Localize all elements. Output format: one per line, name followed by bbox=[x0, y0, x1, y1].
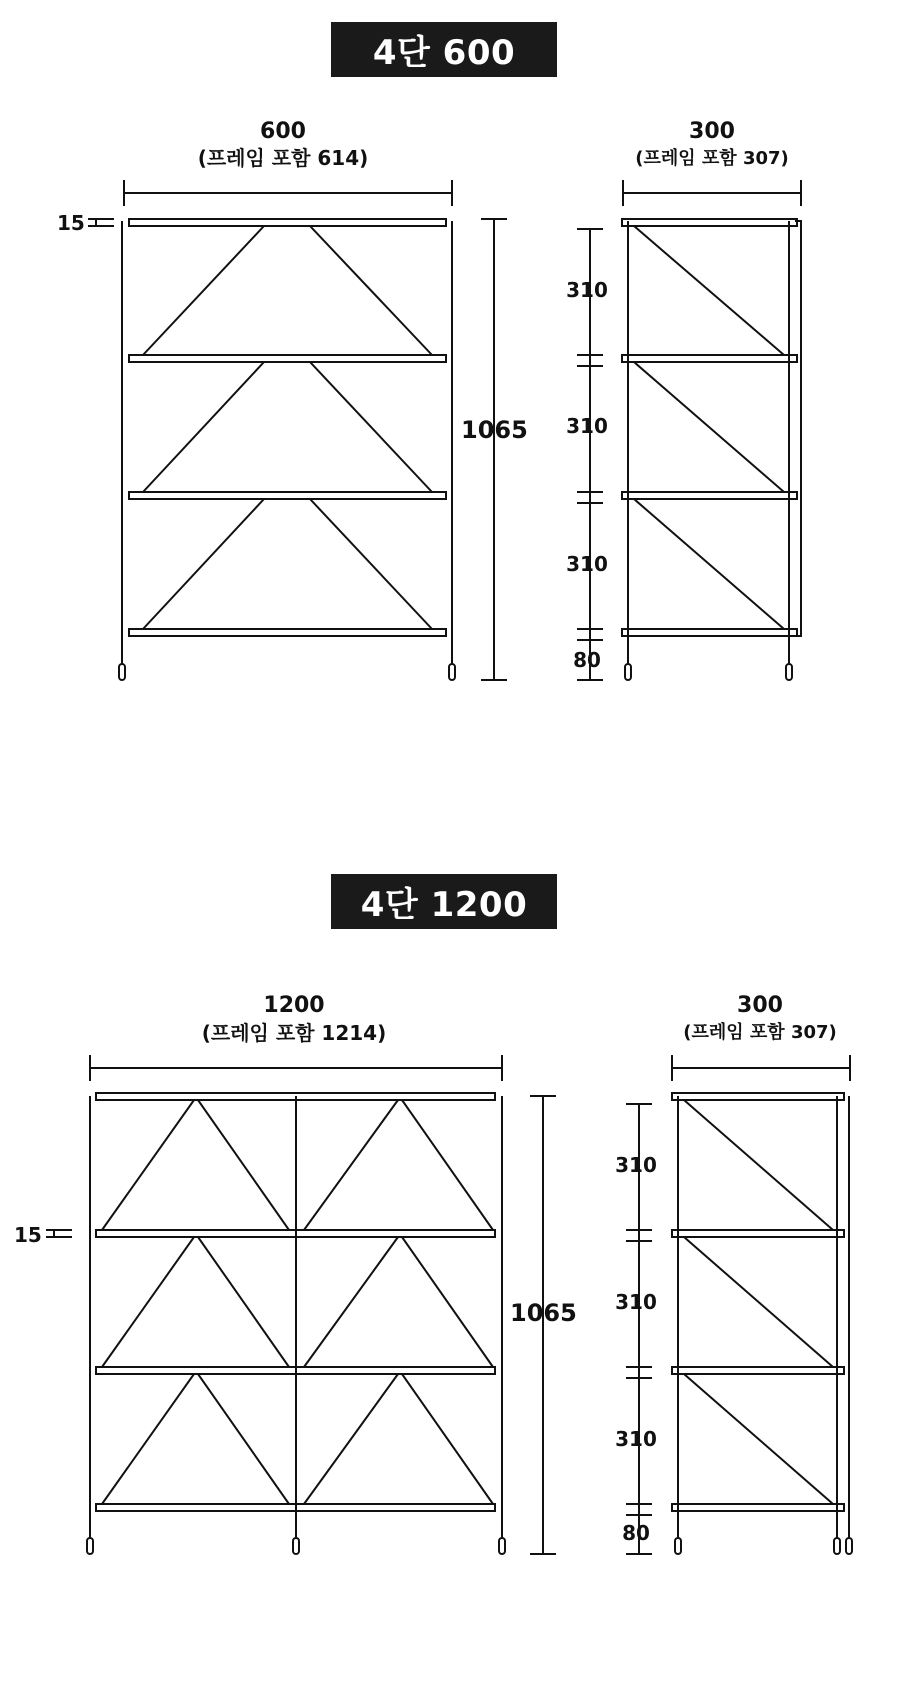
shelf-gap-label: 310 bbox=[566, 552, 608, 576]
side-view-1200 bbox=[626, 1055, 852, 1554]
front-view-600 bbox=[88, 180, 507, 680]
bottom-gap-label: 80 bbox=[622, 1521, 650, 1545]
shelf-gap-label: 310 bbox=[566, 278, 608, 302]
shelf-gap-label: 310 bbox=[566, 414, 608, 438]
shelf-gap-label: 310 bbox=[615, 1290, 657, 1314]
side-frame-depth-label: (프레임 포함 307) bbox=[635, 148, 789, 169]
total-height-label: 1065 bbox=[510, 1299, 577, 1327]
shelf-gap-label: 310 bbox=[615, 1427, 657, 1451]
total-height-label: 1065 bbox=[461, 416, 528, 444]
section-title-4tier-1200: 4단 1200 bbox=[331, 874, 557, 929]
bottom-gap-label: 80 bbox=[573, 648, 601, 672]
side-view-600 bbox=[577, 180, 801, 680]
front-width-label: 600 bbox=[260, 119, 306, 144]
top-gap-label: 15 bbox=[57, 211, 85, 235]
side-frame-depth-label: (프레임 포함 307) bbox=[683, 1022, 837, 1043]
front-frame-width-label: (프레임 포함 1214) bbox=[201, 1021, 387, 1045]
shelf-gap-label: 310 bbox=[615, 1153, 657, 1177]
front-width-label: 1200 bbox=[263, 993, 325, 1018]
top-gap-label: 15 bbox=[14, 1223, 42, 1247]
side-depth-label: 300 bbox=[689, 119, 735, 144]
front-view-1200 bbox=[46, 1055, 556, 1554]
side-depth-label: 300 bbox=[737, 993, 783, 1018]
front-frame-width-label: (프레임 포함 614) bbox=[197, 146, 369, 170]
section-title-4tier-600: 4단 600 bbox=[331, 22, 557, 77]
